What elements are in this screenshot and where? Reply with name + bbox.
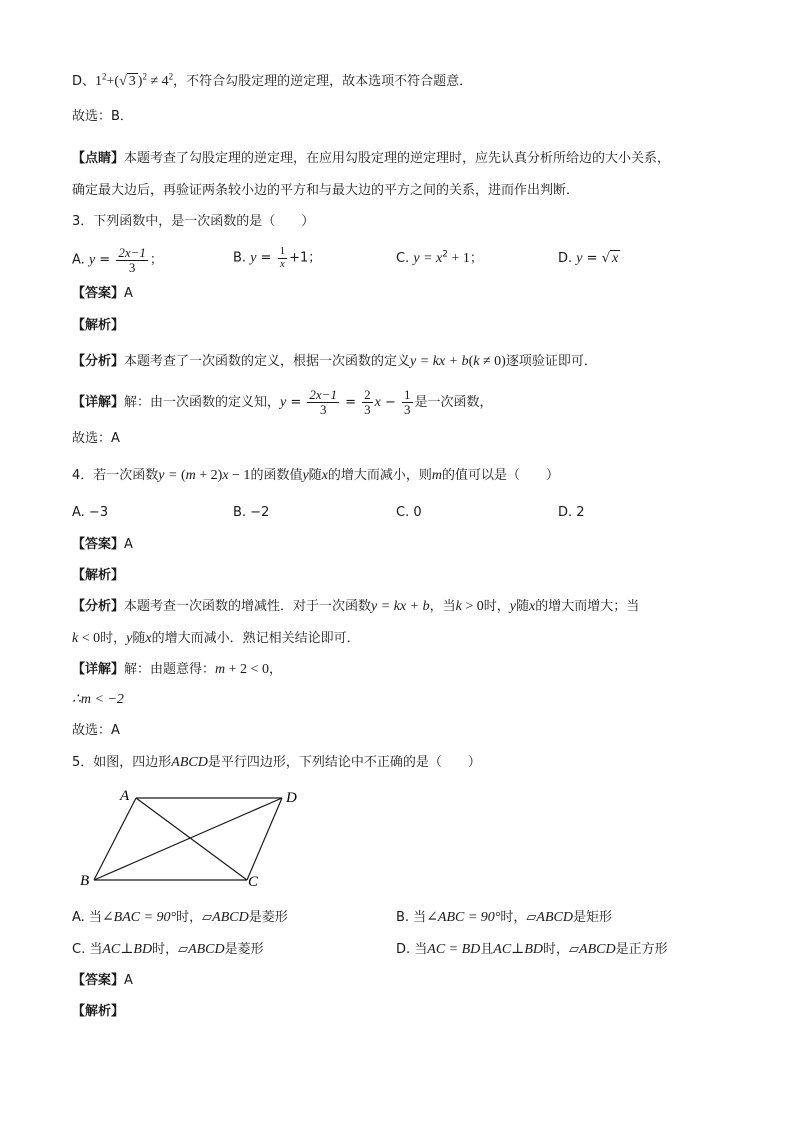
q5-option-b: B. 当∠ABC = 90°时，▱ABCD是矩形 — [396, 910, 612, 925]
q5-stem: 5．如图，四边形ABCD是平行四边形，下列结论中不正确的是（ ） — [72, 755, 481, 770]
q2-option-d-line: D、$1^2+(√$ 3 )$^2 \ne 4^2$，不符合勾股定理的逆定理，故本选项不符合题意． — [72, 71, 473, 89]
q4-stem: 4．若一次函数y = (m + 2)x − 1的函数值y随x的增大而减小，则m的值可以是（ ） — [72, 468, 560, 483]
diagonal-bd — [94, 798, 282, 880]
q3-fenxi: 【分析】本题考查了一次函数的定义，根据一次函数的定义y = kx + b(k ≠ 0)逐项验证即可． — [72, 354, 597, 369]
q5-option-d: D. 当AC = BD且AC⊥BD时，▱ABCD是正方形 — [396, 942, 668, 957]
q4-option-b: B. −2 — [233, 505, 270, 520]
q3-option-c: C. $y = x^2 + 1$； — [396, 249, 483, 266]
side-ba — [94, 798, 136, 880]
q4-therefore: ∴m < −2 — [72, 692, 124, 707]
q4-fenxi-line2: k < 0时，y随x的增大而减小．熟记相关结论即可． — [72, 631, 360, 646]
q2-dianjing-line1: 【点睛】本题考查了勾股定理的逆定理，在应用勾股定理的逆定理时，应先认真分析所给边的大小关系， — [72, 151, 671, 166]
vertex-label-b: B — [80, 873, 90, 889]
q3-options — [72, 246, 722, 274]
q5-options-row1 — [72, 908, 722, 928]
q4-option-d: D. 2 — [558, 505, 585, 520]
q4-option-c: C. 0 — [396, 505, 422, 520]
q5-answer: 【答案】A — [72, 973, 133, 988]
q4-jiexi: 【解析】 — [72, 568, 125, 583]
q4-choose: 故选：A — [72, 723, 120, 738]
q3-choose: 故选：A — [72, 431, 120, 446]
q3-option-d: D. y = √ x — [558, 251, 619, 266]
q4-answer: 【答案】A — [72, 537, 133, 552]
q2-option-d-expression: $1^2+(√$ 3 )$^2 \ne 4^2$ — [95, 71, 174, 89]
q5-option-a: A. 当∠BAC = 90°时，▱ABCD是菱形 — [72, 910, 288, 925]
q2-choose: 故选：B． — [72, 109, 133, 124]
q3-option-a: A. y = $\frac{2x-1}{3}$ ； — [72, 245, 163, 275]
q4-xiangjie: 【详解】解：由题意得：m + 2 < 0， — [72, 662, 282, 677]
q5-jiexi: 【解析】 — [72, 1004, 125, 1019]
q4-options — [72, 503, 722, 523]
q2-dianjing-line2: 确定最大边后，再验证两条较小边的平方和与最大边的平方之间的关系，进而作出判断． — [72, 183, 580, 198]
q5-option-c: C. 当AC⊥BD时，▱ABCD是菱形 — [72, 942, 264, 957]
q3-option-b: B. y = $\frac{1}{x}$ +1； — [233, 245, 322, 270]
q5-options-row2 — [72, 940, 722, 960]
q3-xiangjie: 【详解】解：由一次函数的定义知，y = $\frac{2x-1}{3}$ = $\frac{2}{3}$ x − $\frac{1}{3}$ 是一次函数， — [72, 387, 493, 417]
vertex-label-a: A — [120, 788, 130, 804]
side-dc — [247, 798, 282, 880]
q3-answer: 【答案】A — [72, 286, 133, 301]
q4-option-a: A. −3 — [72, 505, 109, 520]
vertex-label-d: D — [286, 790, 297, 806]
parallelogram-figure — [72, 786, 312, 890]
vertex-label-c: C — [248, 874, 259, 890]
q4-fenxi-line1: 【分析】本题考查一次函数的增减性．对于一次函数y = kx + b，当k > 0时，y随x的增大而增大；当 — [72, 599, 640, 614]
diagonal-ac — [136, 798, 247, 880]
q3-jiexi: 【解析】 — [72, 318, 125, 333]
q3-stem: 3．下列函数中，是一次函数的是（ ） — [72, 214, 315, 229]
